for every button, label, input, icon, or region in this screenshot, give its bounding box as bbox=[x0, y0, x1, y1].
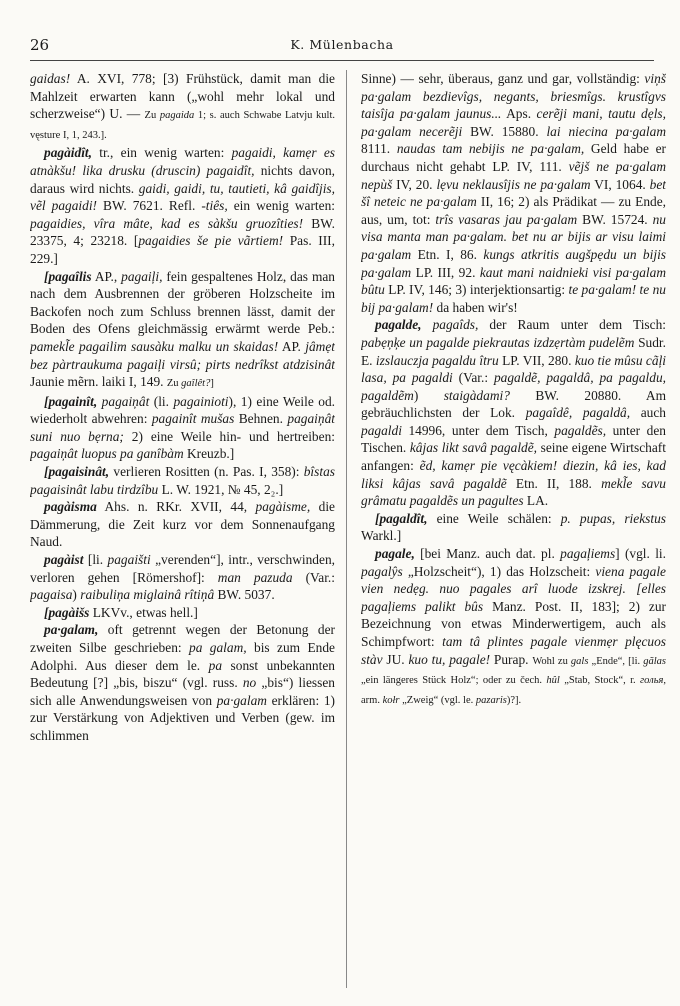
example-text: kungs atkritis augšpẹdu un bijis pa·galam bbox=[361, 246, 666, 280]
example-text: mekl̃e savu grâmatu pagaldẽs un pagultes bbox=[361, 475, 666, 509]
entry-text: LP. III, 92. bbox=[411, 264, 480, 280]
entry-text: 8111. bbox=[361, 141, 397, 157]
entry-text: 2) eine Weile hin- und hertreiben: bbox=[123, 428, 335, 444]
example-text: pagàisme, bbox=[255, 499, 311, 515]
etymology-note: Zu bbox=[166, 378, 182, 390]
example-text: pagainioti bbox=[173, 393, 229, 409]
entry-text: VI, 1064. bbox=[590, 176, 650, 192]
entry-text: ) bbox=[413, 387, 444, 403]
headword: pagàist bbox=[44, 552, 84, 568]
example-text: nu visa manta man pa·galam. bet nu ar bijis ar visu laimi pa·galam bbox=[361, 211, 666, 262]
etymology-note: pagaida bbox=[159, 110, 195, 122]
running-head: K. Mülenbacha bbox=[290, 37, 394, 52]
headword: [pagàišs bbox=[44, 604, 90, 620]
dictionary-entry bbox=[361, 545, 666, 709]
entry-text: „verenden“], intr., verschwinden, verloren gehen [Römershof]: bbox=[30, 552, 335, 585]
example-text: pagaidies še pie vãrtiem! bbox=[138, 233, 284, 249]
example-text: ẽd, kamẹr pie vęcàkiem! diezin, kâ ies, kad liksi kâjas savâ pagaldẽ bbox=[361, 458, 666, 491]
etymology-note: gaîlêt? bbox=[181, 378, 211, 390]
column-divider bbox=[346, 70, 347, 988]
entry-text: fein gespaltenes Holz, das man nach dem Ausbrennen der gröberen Holzscheite im Backofen noch zum Schluss brennen lässt, damit der Boden des Ofens gleichmässig erwärmt werde Peb.: bbox=[30, 268, 335, 337]
dictionary-entry bbox=[30, 498, 335, 551]
dictionary-entry bbox=[30, 621, 335, 744]
example-text: bet šî neteic ne pa·galam bbox=[361, 176, 666, 210]
headword: pagàisma bbox=[44, 499, 97, 515]
example-text: pagaļiems bbox=[560, 546, 616, 562]
example-text: pagaîdê, pagaldâ, bbox=[525, 405, 631, 421]
example-text: gaidas! bbox=[30, 71, 71, 86]
etymology-note: hûl bbox=[546, 675, 560, 687]
example-text: cerẽji mani, tautu dẹls, pa·galam necerẽji bbox=[361, 106, 666, 139]
entry-text: Manz. Post. II, 183]; 2) zur Bezeichnung von etwas Minderwertigem, auch als Schimpfwort: bbox=[361, 598, 666, 649]
example-text: pagaiņât suni nuo bẹrna; bbox=[30, 411, 335, 444]
entry-text: bis zum Ende Adolphi. Aus dieser dem le. bbox=[30, 640, 335, 673]
etymology-note: gals bbox=[570, 655, 589, 667]
entry-text: BW. 15880. bbox=[462, 123, 547, 139]
headword: pa·galam, bbox=[44, 622, 99, 638]
example-text: pa bbox=[208, 657, 223, 673]
dictionary-entry bbox=[30, 463, 335, 498]
page-number: 26 bbox=[30, 36, 50, 54]
example-text: kuo tie mûsu cãļi lasa, pa pagaldi bbox=[361, 352, 666, 386]
etymology-note: ] bbox=[210, 378, 214, 390]
entry-text: Sudr. E. bbox=[361, 334, 666, 368]
entry-text: Purap. bbox=[490, 651, 533, 667]
entry-text: AP., bbox=[91, 268, 122, 284]
entry-text: IV, 20. bbox=[392, 176, 437, 192]
entry-text: ein wenig warten: bbox=[227, 198, 335, 214]
entry-text: da haben wir's! bbox=[433, 299, 518, 315]
dictionary-entry bbox=[361, 70, 666, 316]
header-rule bbox=[30, 60, 654, 61]
example-text: trîs vasaras jau pa·galam bbox=[435, 211, 578, 227]
entry-text: LP. VII, 280. bbox=[498, 352, 575, 368]
etymology-note: „Ende“, [li. bbox=[588, 655, 644, 667]
entry-text: Geld habe er durchaus nicht gehabt LP. IV, 111. bbox=[361, 141, 666, 174]
dictionary-entry bbox=[361, 510, 666, 545]
entry-text: Sinne) — sehr, überaus, ganz und gar, vollständig: bbox=[361, 71, 645, 86]
left-column bbox=[30, 70, 335, 988]
entry-text: Etn. II, 188. bbox=[506, 475, 602, 491]
etymology-note: Wohl zu bbox=[532, 655, 571, 667]
entry-text: BW. 5037. bbox=[214, 587, 275, 603]
entry-text: L. W. 1921, № 45, 2₂.] bbox=[158, 481, 284, 497]
entry-text: Kreuzb.] bbox=[183, 446, 235, 462]
entry-text: LA. bbox=[523, 493, 549, 509]
etymology-note: „ein längeres Stück Holz“; oder zu čech. bbox=[361, 675, 547, 687]
headword: pagàidît, bbox=[44, 145, 92, 161]
dictionary-entry bbox=[30, 144, 335, 267]
headword: pagale, bbox=[375, 546, 415, 562]
entry-text: II, 16; 2) als Prädikat — zu Ende, aus, um, tot: bbox=[361, 194, 666, 227]
entry-text: LP. IV, 146; 3) interjektionsartig: bbox=[384, 282, 569, 298]
entry-text: verlieren Rositten (n. Pas. I, 358): bbox=[109, 464, 304, 480]
etymology-note: gãlas bbox=[643, 655, 666, 667]
example-text: p. pupas, riekstus bbox=[560, 510, 666, 526]
example-text: kaut mani naidnieki visi pa·galam bûtu bbox=[361, 264, 666, 298]
example-text: naudas tam nebijis ne pa·galam, bbox=[396, 141, 585, 157]
entry-text bbox=[422, 317, 433, 332]
dictionary-entry bbox=[30, 70, 335, 144]
example-text: jâmẹt bez pàrtraukuma pagaiļi virsû; pirts nedrîkst atdzisinât bbox=[30, 338, 335, 372]
entry-text: Behnen. bbox=[234, 411, 288, 427]
entry-text: LKVv., etwas hell.] bbox=[89, 604, 198, 620]
etymology-note: 1; s. auch Schwabe Latvju kult. vęsture I, 1, 243.]. bbox=[30, 110, 335, 141]
entry-text: tr., ein wenig warten: bbox=[92, 145, 232, 161]
example-text: pagaidi, kamẹr es atnàkšu! lika drusku (druscin) pagaidît, bbox=[30, 145, 335, 178]
example-text: pagainît mušas bbox=[151, 411, 235, 427]
entry-text: sonst unbekannten Bedeutung [?] „bis, biszu“ (vgl. russ. bbox=[30, 657, 335, 691]
example-text: gaidi, gaidi, tu, tautieti, kâ gaidîjis, vẽl pagaidi! bbox=[30, 180, 335, 214]
entry-text: Ahs. n. RKr. XVII, 44, bbox=[96, 499, 256, 515]
example-text: pagaisa bbox=[30, 587, 73, 603]
example-text: tam tâ plintes pagale vienmẹr plęcuos stàv bbox=[361, 634, 666, 667]
entry-text: oft getrennt wegen der Betonung der zweiten Silbe geschrieben: bbox=[30, 622, 335, 655]
entry-text: nichts davon, daraus wird nichts. bbox=[30, 162, 335, 196]
etymology-note: pazaris bbox=[475, 694, 507, 706]
example-text: man pazuda bbox=[217, 569, 293, 585]
entry-text: Jaunie mẽrn. laiki I, 149. bbox=[30, 374, 167, 390]
example-text: pa galam, bbox=[189, 640, 247, 655]
entry-text: ) bbox=[72, 587, 81, 603]
example-text: kâjas likt savâ pagaldẽ, bbox=[409, 440, 538, 456]
example-text: -tiês, bbox=[201, 198, 228, 214]
example-text: pagaldi bbox=[361, 422, 402, 438]
headword: [pagaîlis bbox=[44, 268, 92, 284]
entry-text: ] (vgl. li. bbox=[615, 546, 666, 562]
entry-text: eine Weile schälen: bbox=[427, 510, 561, 526]
entry-text: seine eigene Wirtschaft anfangen: bbox=[361, 440, 666, 474]
entry-text: Pas. III, 229.] bbox=[30, 233, 335, 266]
headword: pagalde, bbox=[375, 317, 422, 333]
example-text: bîstas pagaisinât labu tirdzîbu bbox=[30, 464, 335, 497]
entry-text: unter den Tischen. bbox=[361, 422, 666, 456]
example-text: lẹvu neklausîjis ne pa·galam bbox=[436, 176, 591, 192]
entry-text: (Var.: bbox=[452, 370, 494, 386]
dictionary-entry bbox=[361, 316, 666, 510]
entry-text: BW. 20880. Am gebräuchlichsten der Lok. bbox=[361, 387, 666, 421]
page-header bbox=[30, 36, 654, 60]
example-text: raibuliņa miglainâ rîtiņâ bbox=[80, 587, 215, 603]
example-text: viņš pa·galam bezdievîgs, negants, briesmîgs. krustîgvs taisîja pa·galam jaunus... bbox=[361, 71, 666, 122]
example-text: pagaîds, bbox=[432, 317, 479, 333]
etymology-note: )?]. bbox=[506, 694, 522, 706]
etymology-note: „Zweig“ (vgl. le. bbox=[399, 694, 476, 706]
entry-text: [li. bbox=[83, 552, 108, 568]
example-text: pagaiņât luopus pa ganîbàm bbox=[30, 446, 184, 462]
headword: [pagaisinât, bbox=[44, 464, 110, 480]
example-text: pagaiņât bbox=[101, 393, 150, 409]
dictionary-entry bbox=[30, 551, 335, 604]
example-text: kuo tu, pagale! bbox=[408, 651, 491, 667]
entry-text: die Dämmerung, die Zeit kurz vor dem Sonnenaufgang Naud. bbox=[30, 499, 335, 550]
example-text: viena pagale vien nedẹg. nuo pagales arî luode izskrej. [elles pagaļiems palikt bûs bbox=[361, 563, 666, 614]
dictionary-entry bbox=[30, 604, 335, 622]
entry-text: (li. bbox=[149, 393, 174, 409]
entry-text: auch bbox=[630, 405, 666, 421]
example-text: staigàdami? bbox=[443, 387, 510, 403]
etymology-note: голья bbox=[640, 675, 664, 687]
example-text: no bbox=[242, 675, 257, 691]
example-text: lai niecina pa·galam bbox=[546, 123, 666, 139]
etymology-note: , arm. bbox=[361, 675, 666, 706]
entry-text: AP. bbox=[278, 338, 306, 354]
example-text: izslauczja pagaldu îtru bbox=[375, 352, 499, 368]
entry-text: erklären: 1) zur Verstärkung von Adjektiven und Verben (gew. im schlimmen bbox=[30, 692, 335, 743]
example-text: pa·galam bbox=[216, 692, 267, 708]
etymology-note: Zu bbox=[144, 110, 160, 122]
etymology-note: „Stab, Stock“, r. bbox=[559, 675, 641, 687]
example-text: pagaiļi, bbox=[121, 268, 163, 284]
entry-text: „bis“) liessen sich alle Anwendungsweisen von bbox=[30, 675, 335, 708]
etymology-note: kołr bbox=[382, 694, 400, 706]
dictionary-entry bbox=[30, 268, 335, 393]
entry-text: ), 1) eine Weile od. wiederholt abwehren: bbox=[30, 393, 335, 427]
example-text: pamekl̃e pagailim sausàku malku un skaidas! bbox=[30, 338, 279, 354]
example-text: pagalŷs bbox=[361, 563, 403, 579]
example-text: pagaišti bbox=[107, 552, 151, 568]
entry-text: der Raum unter dem Tisch: bbox=[478, 317, 666, 333]
entry-text: Aps. bbox=[501, 106, 537, 122]
entry-text: BW. 23375, 4; 23218. [ bbox=[30, 215, 335, 249]
example-text: pagaldẽ, pagaldâ, pa pagaldu, pagaldẽm bbox=[361, 370, 666, 403]
right-column bbox=[361, 70, 666, 988]
dictionary-entry bbox=[30, 393, 335, 463]
entry-text: JU. bbox=[382, 651, 409, 667]
headword: [pagaldît, bbox=[375, 510, 428, 526]
entry-text: A. XVI, 778; [3) Frühstück, damit man die Mahlzeit erwarten kann („wohl mehr lokal und scherzweise“) U. — bbox=[30, 71, 335, 122]
entry-text: 14996, unter dem Tisch, bbox=[401, 422, 555, 438]
example-text: vẽjš ne pa·galam nepùš bbox=[361, 158, 666, 192]
example-text: pagaldẽs, bbox=[554, 422, 607, 438]
example-text: pagaidies, vîra mâte, kad es sàkšu gruozîties! bbox=[30, 215, 304, 231]
entry-text: (Var.: bbox=[292, 569, 335, 585]
headword: [pagainît, bbox=[44, 393, 98, 409]
entry-text: Etn. I, 86. bbox=[411, 246, 484, 262]
entry-text: [bei Manz. auch dat. pl. bbox=[414, 546, 561, 562]
entry-text: Warkl.] bbox=[361, 528, 402, 544]
example-text: pabẹņķe un pagalde piekrautas izdzẹrtàm pudelẽm bbox=[361, 334, 635, 350]
entry-text: BW. 7621. Refl. bbox=[97, 198, 202, 214]
entry-text: BW. 15724. bbox=[577, 211, 653, 227]
entry-text: „Holzscheit“), 1) das Holzscheit: bbox=[402, 563, 596, 579]
example-text: te pa·galam! te nu bij pa·galam! bbox=[361, 282, 666, 315]
